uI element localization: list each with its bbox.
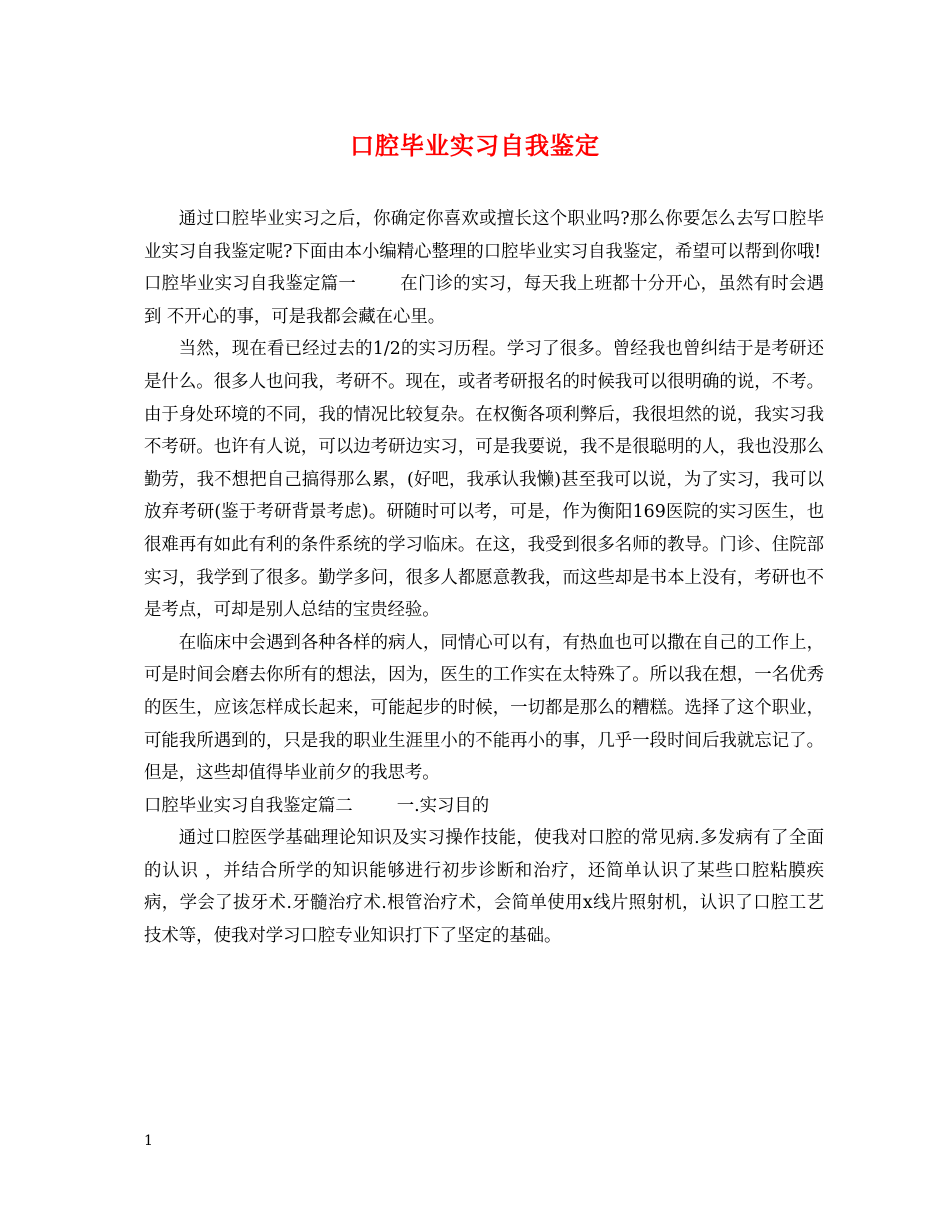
document-body bbox=[144, 203, 824, 953]
paragraph-two: 当然，现在看已经过去的1/2的实习历程。学习了很多。曾经我也曾纠结于是考研还是什么。很多人也问我，考研不。现在，或者考研报名的时候我可以很明确的说，不考。由于身处环境的不同，我的情况比较复杂。在权衡各项利弊后，我很坦然的说，我实习我不考研。也许有人说，可以边考研边实习，可是我要说，我不是很聪明的人，我也没那么勤劳，我不想把自己搞得那么累，(好吧，我承认我懒)甚至我可以说，为了实习，我可以放弃考研(鉴于考研背景考虑)。研随时可以考，可是，作为衡阳169医院的实习医生，也很难再有如此有利的条件系统的学习临床。在这，我受到很多名师的教导。门诊、住院部实习，我学到了很多。勤学多问，很多人都愿意教我，而这些却是书本上没有，考研也不是考点，可却是别人总结的宝贵经验。 bbox=[144, 339, 824, 621]
section-two-heading: 口腔毕业实习自我鉴定篇二 bbox=[144, 795, 353, 816]
section-two-lead: 一.实习目的 bbox=[396, 795, 490, 816]
paragraph-three: 在临床中会遇到各种各样的病人，同情心可以有，有热血也可以撒在自己的工作上，可是时间会磨去你所有的想法，因为，医生的工作实在太特殊了。所以我在想，一名优秀的医生，应该怎样成长起来，可能起步的时候，一切都是那么的糟糕。选择了这个职业，可能我所遇到的，只是我的职业生涯里小的不能再小的事，几乎一段时间后我就忘记了。但是，这些却值得毕业前夕的我思考。 bbox=[144, 632, 824, 784]
intro-paragraph: 通过口腔毕业实习之后，你确定你喜欢或擅长这个职业吗?那么你要怎么去写口腔毕业实习自我鉴定呢?下面由本小编精心整理的口腔毕业实习自我鉴定，希望可以帮到你哦! bbox=[144, 209, 824, 262]
section-one-lead: 在门诊的实习，每天我上班都十分开心，虽然有时会遇到 不开心的事，可是我都会藏在心里。 bbox=[144, 274, 824, 327]
paragraph-four: 通过口腔医学基础理论知识及实习操作技能，使我对口腔的常见病.多发病有了全面的认识 ，并结合所学的知识能够进行初步诊断和治疗，还简单认识了某些口腔粘膜疾病，学会了拔牙术.牙髓治疗术.根管治疗术，会简单使用x线片照射机，认识了口腔工艺技术等，使我对学习口腔专业知识打下了坚定的基础。 bbox=[144, 828, 824, 947]
page-number: 1 bbox=[144, 1133, 153, 1149]
section-two-paragraph bbox=[144, 790, 824, 823]
section-one-paragraph bbox=[144, 268, 824, 333]
section-one-heading: 口腔毕业实习自我鉴定篇一 bbox=[144, 274, 356, 295]
page-title: 口腔毕业实习自我鉴定 bbox=[350, 131, 600, 160]
